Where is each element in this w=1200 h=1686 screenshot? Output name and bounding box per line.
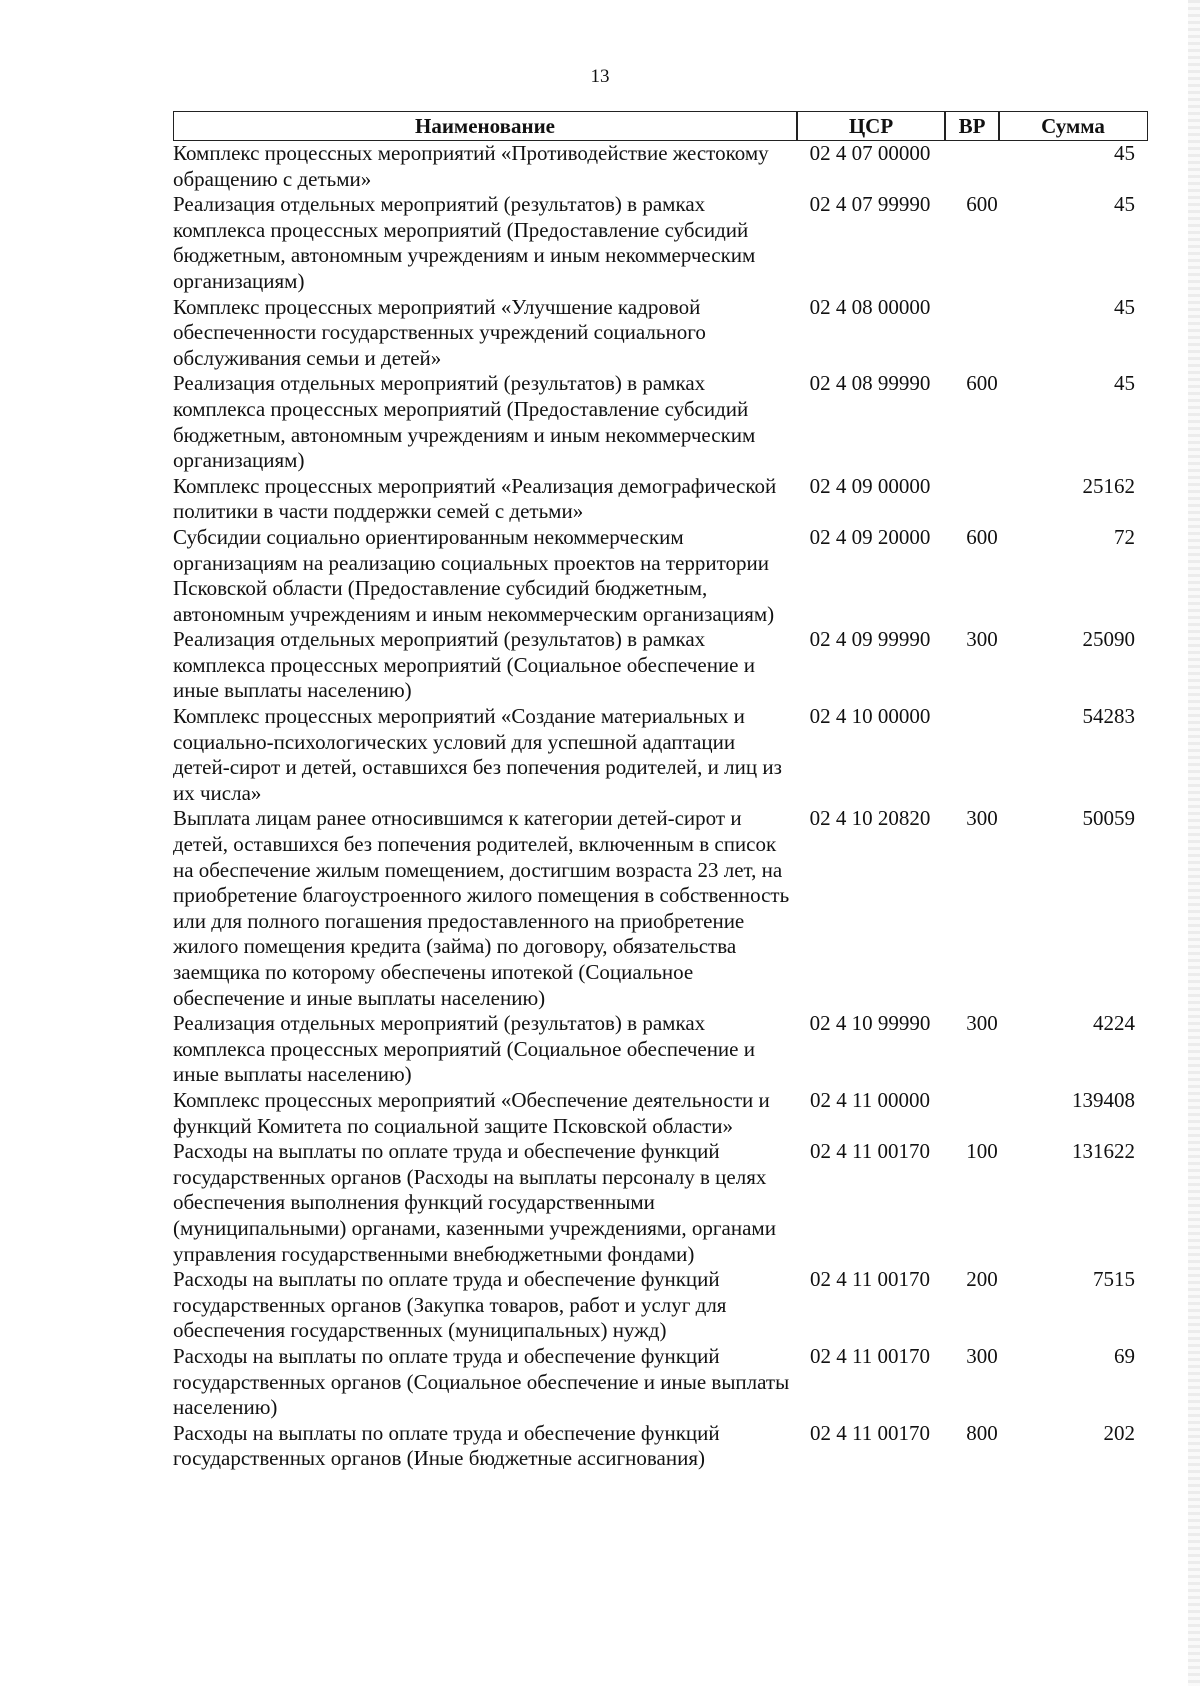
table-row [173, 525, 1148, 627]
row-name: Комплекс процессных мероприятий «Улучшение кадровой обеспеченности государственных учреждений социального обслуживания семьи и детей» [173, 294, 706, 370]
table-row [173, 1267, 1148, 1344]
row-csr: 02 4 09 00000 [809, 473, 931, 498]
row-vr: 300 [966, 627, 998, 652]
row-name: Комплекс процессных мероприятий «Реализация демографической политики в части поддержки семей с детьми» [173, 473, 777, 524]
row-vr: 200 [966, 1267, 998, 1292]
table-row [173, 1088, 1148, 1139]
row-name: Субсидии социально ориентированным некоммерческим организациям на реализацию социальных проектов на территории Псковской области (Предоставление субсидий бюджетным, автономным учреждениям и иным некоммерческим организациям) [173, 524, 775, 626]
row-name: Комплекс процессных мероприятий «Создание материальных и социально-психологических условий для успешной адаптации детей-сирот и детей, оставшихся без попечения родителей, и лиц из их числа» [173, 704, 782, 805]
row-sum: 72 [1114, 524, 1135, 549]
row-csr: 02 4 09 99990 [809, 627, 931, 652]
table-row [173, 1139, 1148, 1267]
row-vr: 300 [966, 806, 998, 831]
row-vr: 100 [966, 1139, 998, 1164]
row-sum: 45 [1114, 141, 1135, 165]
row-sum: 54283 [1082, 704, 1135, 729]
table-row [173, 474, 1148, 525]
table-row [173, 627, 1148, 704]
row-csr: 02 4 11 00170 [810, 1420, 930, 1445]
row-sum: 69 [1114, 1343, 1135, 1368]
row-name: Реализация отдельных мероприятий (результатов) в рамках комплекса процессных мероприятий (Социальное обеспечение и иные выплаты населению) [173, 627, 755, 703]
row-name: Комплекс процессных мероприятий «Противодействие жестокому обращению с детьми» [173, 141, 769, 191]
row-name: Комплекс процессных мероприятий «Обеспечение деятельности и функций Комитета по социальной защите Псковской области» [173, 1087, 770, 1138]
row-vr: 600 [966, 192, 998, 217]
row-sum: 25090 [1082, 627, 1135, 652]
row-sum: 45 [1114, 371, 1135, 396]
row-name: Расходы на выплаты по оплате труда и обеспечение функций государственных органов (Социальное обеспечение и иные выплаты населению) [173, 1343, 790, 1420]
table-row [173, 1011, 1148, 1088]
row-name: Выплата лицам ранее относившимся к категории детей-сирот и детей, оставшихся без попечения родителей, включенным в список на обеспечение жилым помещением, достигшим возраста 23 лет, на приобретение благоустроенного жилого помещения в собственность или для полного погашения предоставленного на приобретение жилого помещения кредита (займа) по договору, обязательства заемщика по которому обеспечены ипотекой (Социальное обеспечение и иные выплаты населению) [173, 806, 790, 1010]
row-name: Реализация отдельных мероприятий (результатов) в рамках комплекса процессных мероприятий (Предоставление субсидий бюджетным, автономным учреждениям и иным некоммерческим организациям) [173, 371, 756, 473]
row-sum: 202 [1103, 1420, 1135, 1445]
row-sum: 25162 [1082, 473, 1135, 498]
header-name: Наименование [415, 114, 555, 138]
row-sum: 45 [1114, 294, 1135, 319]
row-sum: 4224 [1093, 1011, 1135, 1036]
table-row [173, 192, 1148, 294]
table-row [173, 704, 1148, 806]
budget-table [173, 111, 1148, 1472]
row-csr: 02 4 11 00170 [810, 1267, 930, 1292]
table-row [173, 1421, 1148, 1472]
table-row [173, 1344, 1148, 1421]
row-vr: 300 [966, 1343, 998, 1368]
row-sum: 7515 [1093, 1267, 1135, 1292]
row-sum: 45 [1114, 192, 1135, 217]
row-name: Реализация отдельных мероприятий (результатов) в рамках комплекса процессных мероприятий (Предоставление субсидий бюджетным, автономным учреждениям и иным некоммерческим организациям) [173, 192, 756, 293]
row-sum: 50059 [1082, 806, 1135, 831]
row-name: Реализация отдельных мероприятий (результатов) в рамках комплекса процессных мероприятий (Социальное обеспечение и иные выплаты населению) [173, 1011, 755, 1087]
table-row [173, 806, 1148, 1011]
row-name: Расходы на выплаты по оплате труда и обеспечение функций государственных органов (Закупка товаров, работ и услуг для обеспечения государственных (муниципальных) нужд) [173, 1267, 727, 1343]
row-csr: 02 4 11 00170 [810, 1139, 930, 1164]
table-row [173, 371, 1148, 473]
row-name: Расходы на выплаты по оплате труда и обеспечение функций государственных органов (Иные бюджетные ассигнования) [173, 1420, 720, 1471]
row-name: Расходы на выплаты по оплате труда и обеспечение функций государственных органов (Расходы на выплаты персоналу в целях обеспечения выполнения функций государственными (муниципальными) органами, казенными учреждениями, органами управления государственными внебюджетными фондами) [173, 1139, 776, 1266]
row-vr: 300 [966, 1011, 998, 1036]
row-csr: 02 4 08 99990 [809, 371, 931, 396]
header-vr: ВР [958, 114, 986, 138]
row-csr: 02 4 10 20820 [809, 806, 931, 831]
table-row [173, 295, 1148, 372]
row-csr: 02 4 08 00000 [809, 294, 931, 319]
header-csr: ЦСР [848, 114, 894, 138]
header-sum: Сумма [1041, 114, 1105, 138]
row-csr: 02 4 10 99990 [809, 1011, 931, 1036]
row-vr: 800 [966, 1420, 998, 1445]
table-body [173, 141, 1148, 1472]
row-csr: 02 4 07 00000 [809, 141, 931, 165]
row-csr: 02 4 10 00000 [809, 704, 931, 729]
table-header [173, 111, 1148, 141]
row-vr: 600 [966, 371, 998, 396]
scan-edge [1188, 0, 1200, 1686]
page-number: 13 [590, 66, 610, 87]
row-csr: 02 4 07 99990 [809, 192, 931, 217]
table-row [173, 141, 1148, 192]
row-csr: 02 4 09 20000 [809, 524, 931, 549]
row-sum: 139408 [1072, 1087, 1135, 1112]
row-csr: 02 4 11 00170 [810, 1343, 930, 1368]
row-vr: 600 [966, 524, 998, 549]
row-csr: 02 4 11 00000 [810, 1087, 930, 1112]
row-sum: 131622 [1072, 1139, 1135, 1164]
